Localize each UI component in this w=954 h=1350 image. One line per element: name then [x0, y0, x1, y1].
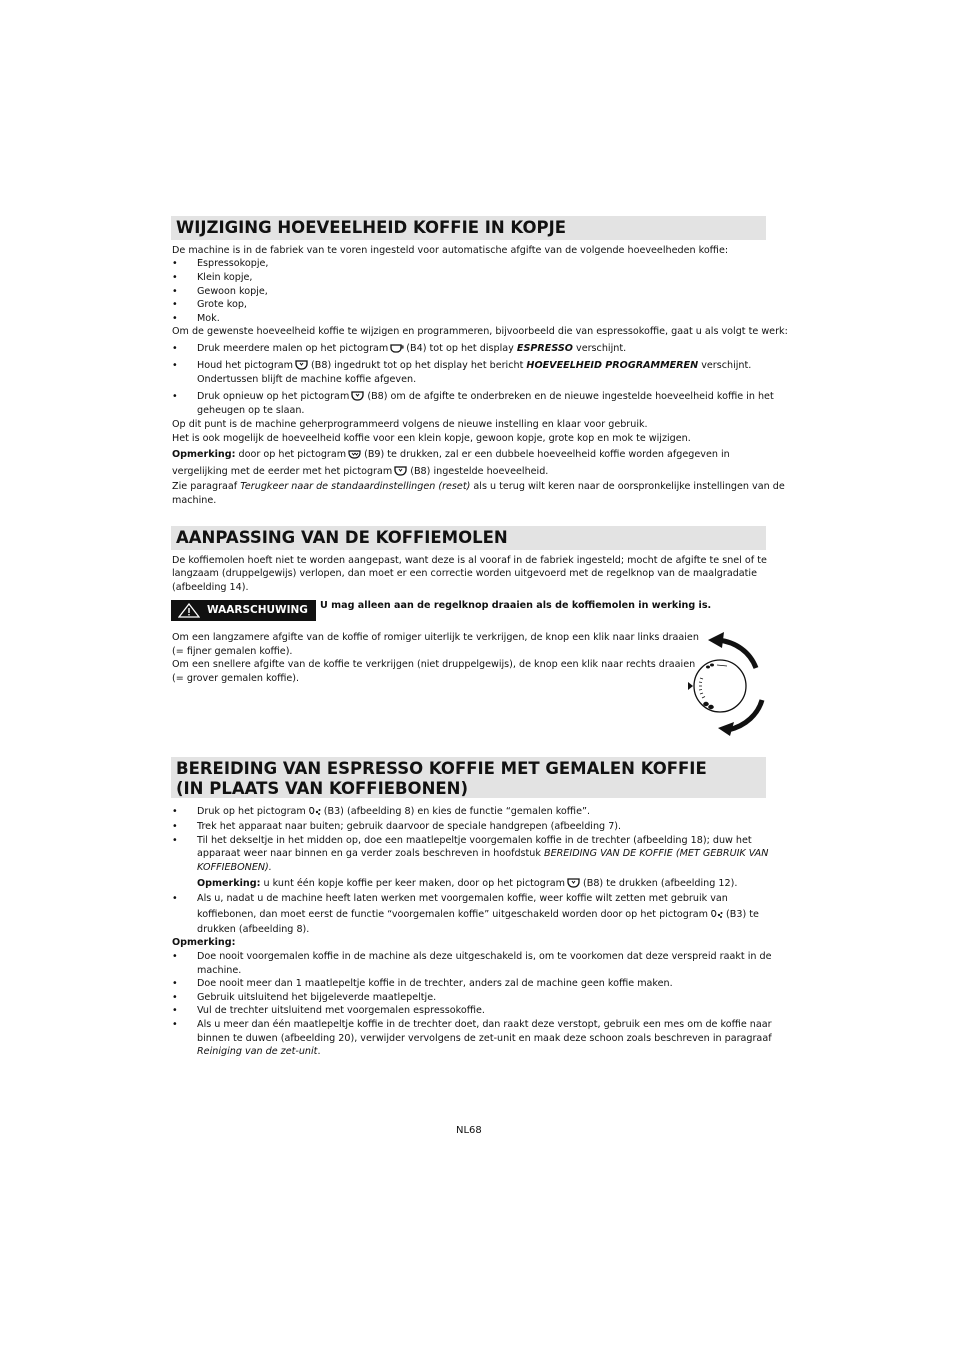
double-cup-icon [348, 449, 362, 459]
ground-coffee-icon [308, 806, 322, 816]
note-paragraph-continued: vergelijking met de eerder met het pictogram (B8) ingestelde hoeveelheid. [172, 466, 549, 477]
note-paragraph: Opmerking: door op het pictogram (B9) te drukken, zal er een dubbele hoeveelheid koffie worden afgegeven in [172, 449, 730, 460]
single-cup-icon [567, 878, 581, 888]
single-cup-icon [295, 360, 309, 370]
paragraph: (= grover gemalen koffie). [172, 673, 300, 684]
list-item-label: Mok. [197, 313, 220, 324]
paragraph: (afbeelding 14). [172, 582, 249, 593]
section-heading-ground-coffee [171, 757, 766, 798]
note-heading: Opmerking: [172, 937, 236, 948]
warning-text: U mag alleen aan de regelknop draaien als de koffiemolen in werking is. [320, 600, 712, 611]
list-item-label: Klein kopje, [197, 272, 253, 283]
page-number: NL68 [456, 1125, 482, 1136]
paragraph: Het is ook mogelijk de hoeveelheid koffie voor een klein kopje, gewoon kopje, grote kop en mok te wijzigen. [172, 433, 691, 444]
paragraph: langzaam (druppelgewijs) verlopen, dan moet er een correctie worden uitgevoerd met de regelknop van de maalgradatie [172, 568, 757, 579]
ground-coffee-icon [710, 909, 724, 919]
section-heading-line1: BEREIDING VAN ESPRESSO KOFFIE MET GEMALEN KOFFIE [176, 759, 707, 778]
manual-page: WIJZIGING HOEVEELHEID KOFFIE IN KOPJE De machine is in de fabriek van te voren ingesteld voor automatische afgifte van de volgende hoeveelheden koffie: • Espressokopje, • Klein kopje, • Gewoon kopje, • Grote kop, • Mok. Om de gewenste hoeveelheid koffie te wijzigen en programmeren, bijvoorbeeld die van espressokoffie, gaat u als volgt te werk: • Druk meerdere malen op het pictogram (B4) tot op het display ESPRESSO verschijnt. • Houd het pictogram (B8) ingedrukt tot op het display het bericht HOEVEELHEID PROGRAMMEREN verschijnt. Ondertussen blijft de machine koffie afgeven. • Druk opnieuw op het pictogram (B8) om de afgifte te onderbreken en de nieuwe ingestelde hoeveelheid koffie in het geheugen op te slaan. Op dit punt is de machine geherprogrammeerd volgens de nieuwe instelling en klaar voor gebruik. Het is ook mogelijk de hoeveelheid koffie voor een klein kopje, gewoon kopje, grote kop en mok te wijzigen. Opmerking: door op het pictogram (B9) te drukken, zal er een dubbele hoeveelheid koffie worden afgegeven in vergelijking met de eerder met het pictogram (B8) ingestelde hoeveelheid. Zie paragraaf Terugkeer naar de standaardinstellingen (reset) als u terug wilt keren naar de oorspronkelijke instellingen van de machine. AANPASSING VAN DE KOFFIEMOLEN De koffiemolen hoeft niet te worden aangepast, want deze is al vooraf in de fabriek ingesteld; mocht de afgifte te snel of te langzaam (druppelgewijs) verlopen, dan moet er een correctie worden uitgevoerd met de regelknop van de maalgradatie (afbeelding 14). WAARSCHUWING U mag alleen aan de regelknop draaien als de koffiemolen in werking is. Om een langzamere afgifte van de koffie of romiger uiterlijk te verkrijgen, de knop een klik naar links draaien (= fijner gemalen koffie). Om een snellere afgifte van de koffie te verkrijgen (niet druppelgewijs), de knop een klik naar rechts draaien (= grover gemalen koffie). BEREIDING VAN ESPRESSO KOFFIE MET GEMALEN KOFFIE (IN PLAATS VAN KOFFIEBONEN) • Druk op het pictogram (B3) (afbeelding 8) en kies de functie “gemalen koffie”. • Trek het apparaat naar buiten; gebruik daarvoor de speciale handgrepen (afbeelding 7). • Til het dekseltje in het midden op, doe een maatlepeltje voorgemalen koffie in de trechter (afbeelding 18); duw het apparaat weer naar binnen en ga verder zoals beschreven in hoofdstuk BEREIDING VAN DE KOFFIE (MET GEBRUIK VAN KOFFIEBONEN). Opmerking: u kunt één kopje koffie per keer maken, door op het pictogram (B8) te drukken (afbeelding 12). • Als u, nadat u de machine heeft laten werken met voorgemalen koffie, weer koffie wilt zetten met gebruik van koffiebonen, dan moet eerst de functie “voorgemalen koffie” uitgeschakeld worden door op het pictogram (B3) te drukken (afbeelding 8). Opmerking: • Doe nooit voorgemalen koffie in de machine als deze uitgeschakeld is, om te voorkomen dat deze verspreid raakt in de machine. • Doe nooit meer dan 1 maatlepeltje koffie in de trechter, anders zal de machine geen koffie maken. • Gebruik uitsluitend het bijgeleverde maatlepeltje. • Vul de trechter uitsluitend met voorgemalen espressokoffie. • Als u meer dan één maatlepeltje koffie in de trechter doet, dan raakt deze verstopt, gebruik een mes om de koffie naar binnen te duwen (afbeelding 20), verwijder vervolgens de zet-unit en maak deze schoon zoals beschreven in paragraaf Reiniging van de zet-unit. NL68 [172, 218, 788, 1136]
section-heading-cup-quantity: WIJZIGING HOEVEELHEID KOFFIE IN KOPJE [171, 216, 766, 240]
paragraph: Op dit punt is de machine geherprogrammeerd volgens de nieuwe instelling en klaar voor gebruik. [172, 419, 648, 430]
paragraph: De koffiemolen hoeft niet te worden aangepast, want deze is al vooraf in de fabriek ingesteld; mocht de afgifte te snel of te [172, 555, 767, 566]
section-heading-line2: (IN PLAATS VAN KOFFIEBONEN) [176, 779, 469, 798]
see-paragraph-continued: machine. [172, 495, 217, 506]
warning-badge [171, 600, 316, 621]
list-item-label: Espressokopje, [197, 258, 269, 269]
pointer-marker [688, 682, 693, 690]
single-cup-icon [394, 466, 408, 476]
single-cup-icon [351, 391, 365, 401]
list-item-label: Gewoon kopje, [197, 286, 268, 297]
section-heading-grinder: AANPASSING VAN DE KOFFIEMOLEN [171, 526, 766, 550]
see-paragraph: Zie paragraaf Terugkeer naar de standaardinstellingen (reset) als u terug wilt keren naar de oorspronkelijke instellingen van de [172, 481, 785, 492]
paragraph: (= fijner gemalen koffie). [172, 646, 293, 657]
espresso-cup-icon [390, 343, 404, 353]
intro-text: De machine is in de fabriek van te voren ingesteld voor automatische afgifte van de volgende hoeveelheden koffie: [172, 245, 729, 256]
warning-label: WAARSCHUWING [207, 604, 308, 616]
paragraph: Om een langzamere afgifte van de koffie of romiger uiterlijk te verkrijgen, de knop een klik naar links draaien [172, 632, 699, 643]
warning-triangle-icon [178, 603, 200, 618]
grinder-knob-illustration [684, 632, 768, 736]
list-item-label: Grote kop, [197, 299, 247, 310]
program-intro: Om de gewenste hoeveelheid koffie te wijzigen en programmeren, bijvoorbeeld die van espressokoffie, gaat u als volgt te werk: [172, 326, 788, 337]
paragraph: Om een snellere afgifte van de koffie te verkrijgen (niet druppelgewijs), de knop een klik naar rechts draaien [172, 659, 696, 670]
